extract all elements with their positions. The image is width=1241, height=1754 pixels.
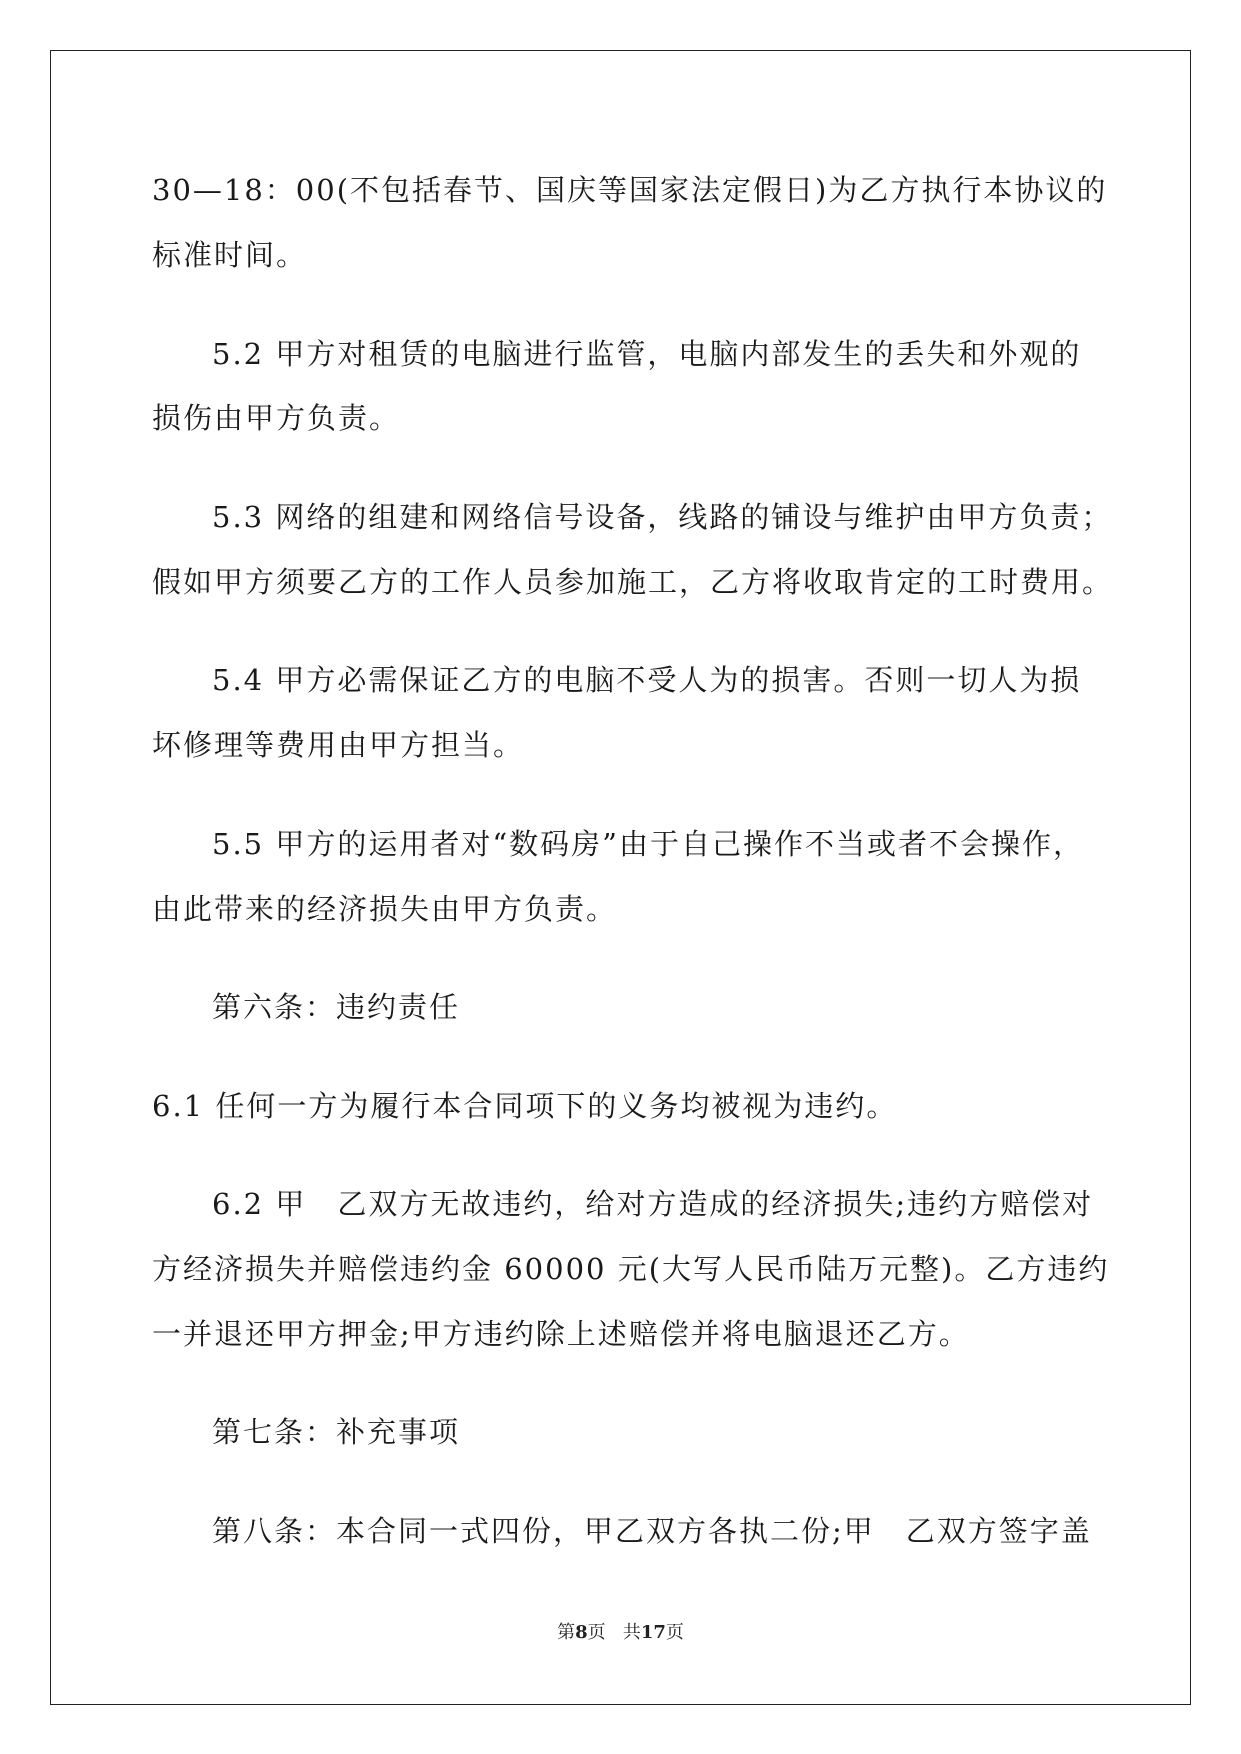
page-footer [0,1621,1241,1645]
paragraph-line: 由此带来的经济损失由甲方负责。 [152,892,618,926]
paragraph-line: 第八条：本合同一式四份，甲乙双方各执二份;甲 乙双方签字盖 [212,1514,1092,1548]
paragraph-line: 方经济损失并赔偿违约金 60000 元(大写人民币陆万元整)。乙方违约 [152,1252,1110,1286]
section-heading: 第六条：违约责任 [212,990,461,1024]
paragraph-line: 一并退还甲方押金;甲方违约除上述赔偿并将电脑退还乙方。 [152,1317,970,1351]
page-number: 8 [575,1622,588,1643]
paragraph-line: 损伤由甲方负责。 [152,401,401,435]
footer-page-suffix: 页 [587,1622,606,1643]
footer-prefix: 第 [557,1622,576,1643]
footer-total-prefix: 共 [622,1622,641,1643]
footer-total-suffix: 页 [665,1622,684,1643]
paragraph-line: 6.1 任何一方为履行本合同项下的义务均被视为违约。 [152,1089,898,1123]
paragraph-line: 5.3 网络的组建和网络信号设备，线路的铺设与维护由甲方负责； [212,500,1113,534]
paragraph-line: 5.5 甲方的运用者对“数码房”由于自己操作不当或者不会操作， [212,827,1084,861]
paragraph-line: 坏修理等费用由甲方担当。 [152,728,525,762]
paragraph-line: 标准时间。 [152,238,308,272]
paragraph-line: 6.2 甲 乙双方无故违约，给对方造成的经济损失;违约方赔偿对 [212,1187,1094,1221]
total-pages: 17 [640,1622,666,1643]
paragraph-line: 30—18：00(不包括春节、国庆等国家法定假日)为乙方执行本协议的 [152,173,1108,207]
section-heading: 第七条：补充事项 [212,1415,461,1449]
paragraph-line: 假如甲方须要乙方的工作人员参加施工，乙方将收取肯定的工时费用。 [152,565,1114,599]
paragraph-line: 5.4 甲方必需保证乙方的电脑不受人为的损害。否则一切人为损 [212,663,1082,697]
page-border [50,50,1191,1705]
paragraph-line: 5.2 甲方对租赁的电脑进行监管，电脑内部发生的丢失和外观的 [212,337,1082,371]
